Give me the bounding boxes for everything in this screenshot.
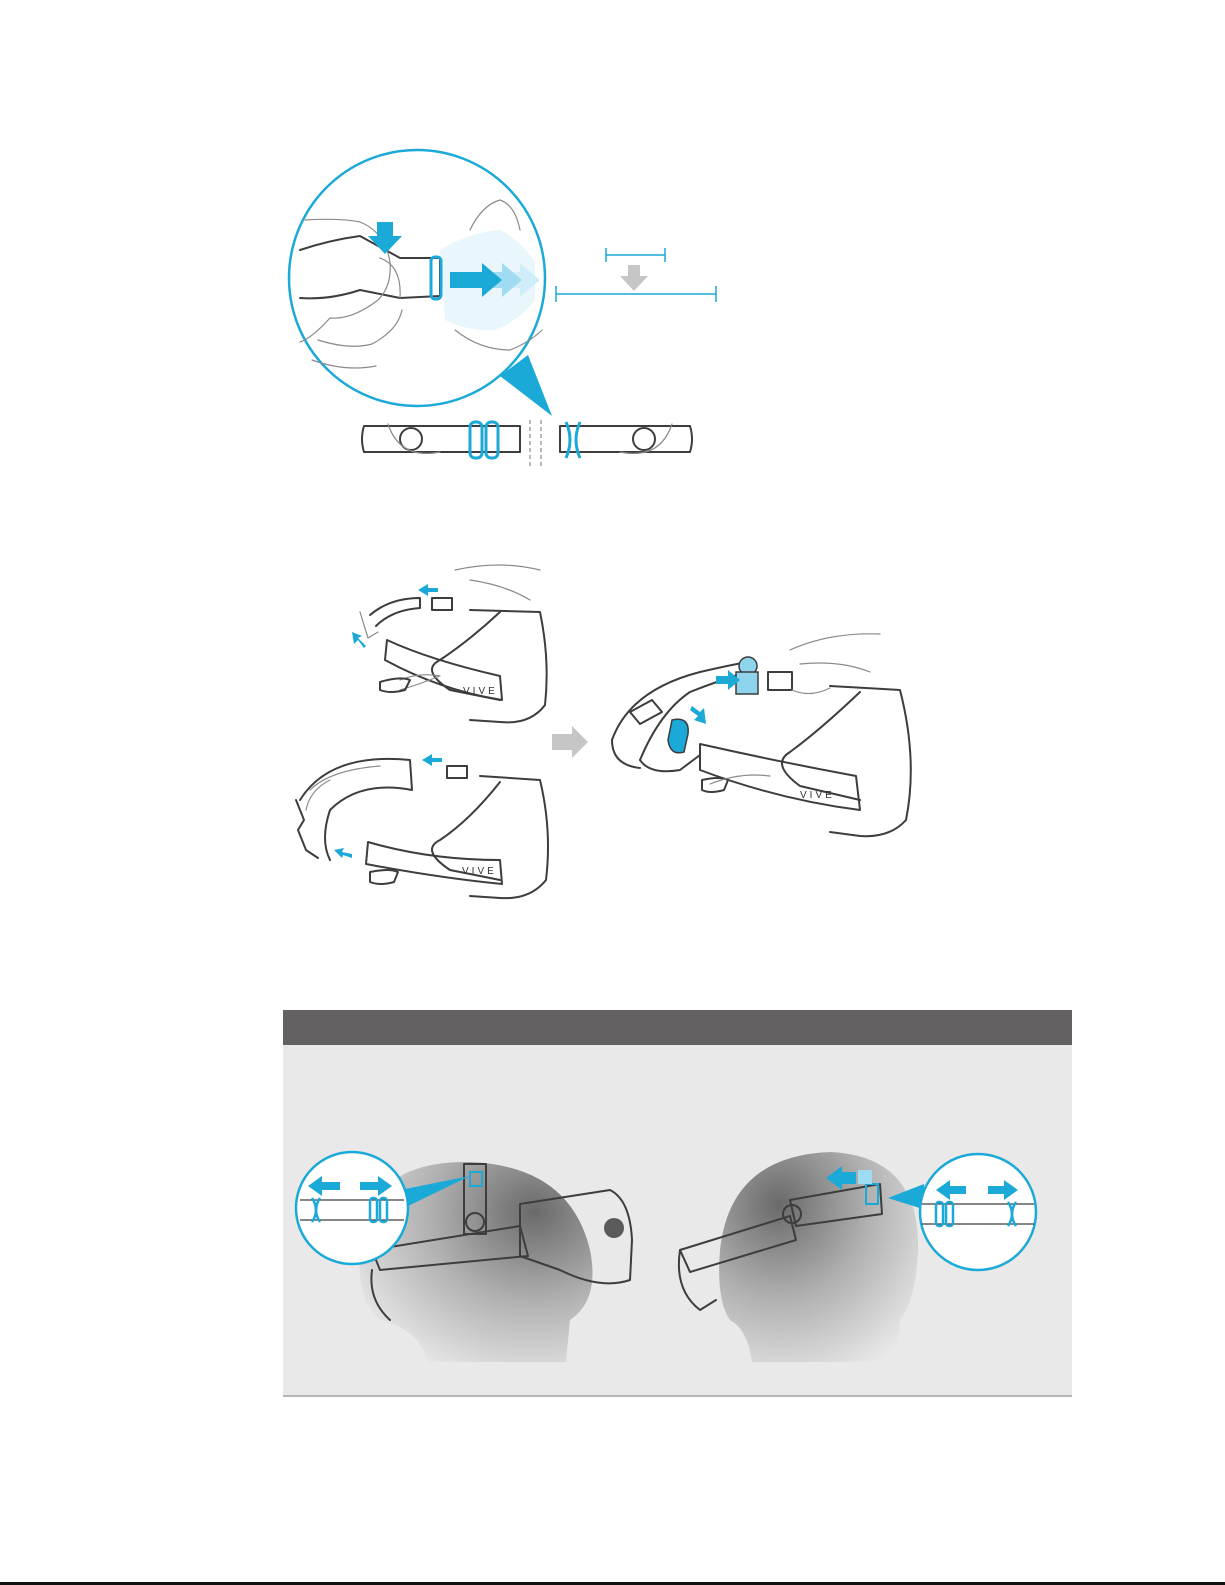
brand-mark: VIVE (463, 686, 498, 697)
brand-mark-3: VIVE (800, 790, 835, 801)
head-rear-view (679, 1152, 918, 1362)
brand-mark-2: VIVE (462, 866, 497, 877)
push-left-arrow-icon (858, 1170, 872, 1184)
